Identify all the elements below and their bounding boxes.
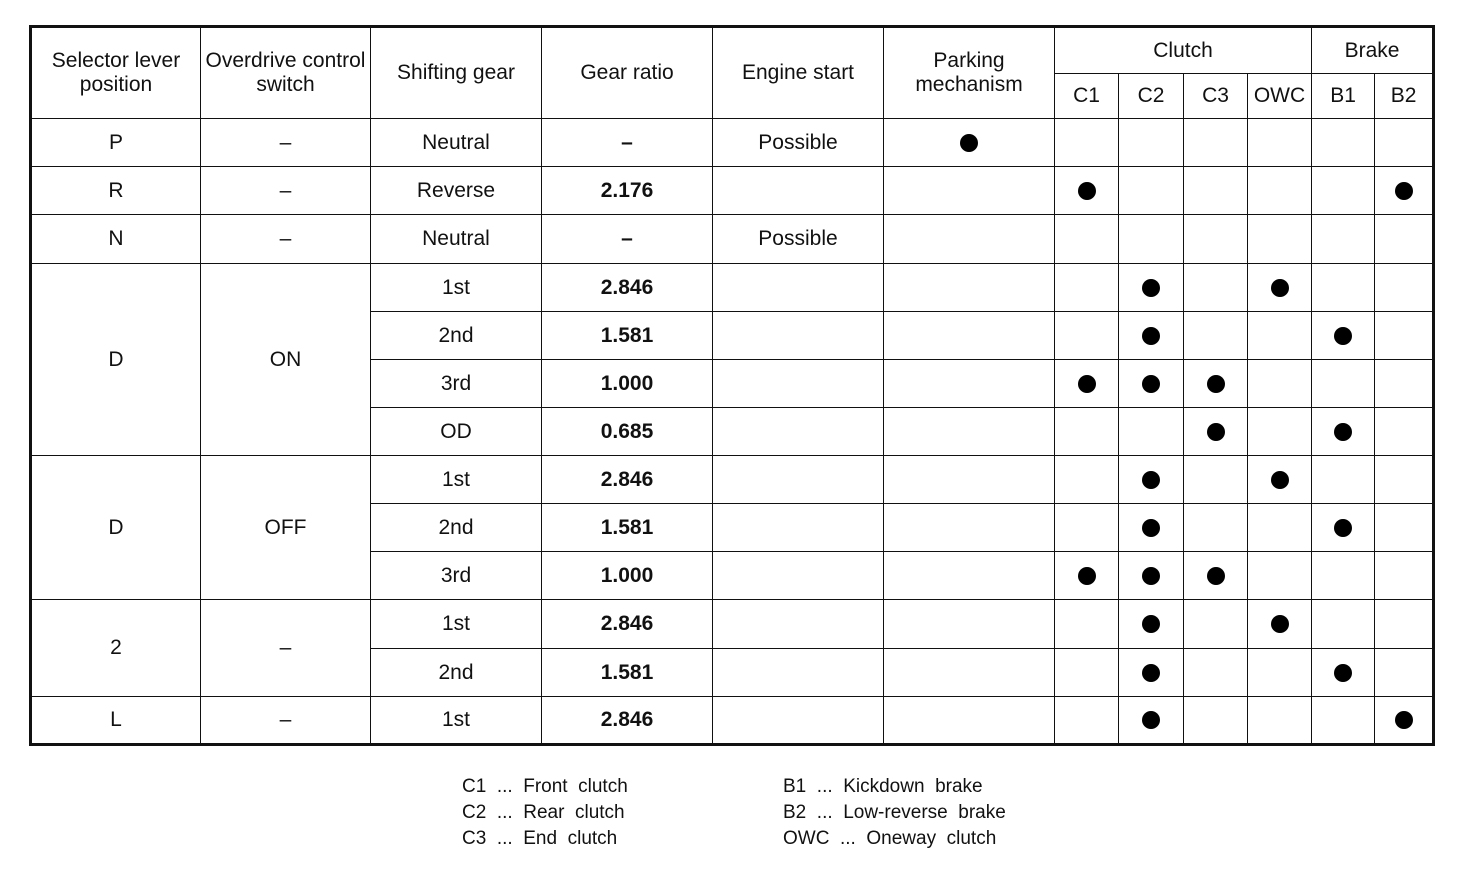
b1-cell [1312,408,1375,456]
header-owc: OWC [1248,74,1312,119]
table-row [31,600,1434,649]
c3-cell [1184,312,1248,360]
gear-ratio-cell: – [542,119,713,167]
overdrive-cell: – [201,697,371,745]
c2-cell [1119,215,1184,264]
c1-cell [1055,408,1119,456]
gear-ratio-cell: 2.846 [542,456,713,504]
engaged-dot-icon [960,134,978,152]
owc-cell [1248,264,1312,312]
c3-cell [1184,167,1248,215]
owc-cell [1248,504,1312,552]
c2-cell [1119,649,1184,697]
gear-ratio-cell: 1.581 [542,504,713,552]
engaged-dot-icon [1334,519,1352,537]
engine-start-cell [713,697,884,745]
c3-cell [1184,119,1248,167]
engaged-dot-icon [1142,567,1160,585]
legend-clutches [462,774,628,852]
header-engine-start: Engine start [713,27,884,119]
b1-cell [1312,360,1375,408]
header-selector: Selector lever position [31,27,201,119]
shifting-gear-cell: 1st [371,697,542,745]
selector-cell: P [31,119,201,167]
b1-cell [1312,456,1375,504]
engine-start-cell [713,408,884,456]
engaged-dot-icon [1207,375,1225,393]
shifting-gear-cell: 3rd [371,360,542,408]
engaged-dot-icon [1395,182,1413,200]
c1-cell [1055,649,1119,697]
c2-cell [1119,697,1184,745]
gear-ratio-cell: – [542,215,713,264]
c3-cell [1184,360,1248,408]
table-row [31,456,1434,504]
c3-cell [1184,408,1248,456]
header-gear-ratio: Gear ratio [542,27,713,119]
engaged-dot-icon [1334,327,1352,345]
b2-cell [1375,312,1434,360]
c3-cell [1184,600,1248,649]
legend-b1: B1 ... Kickdown brake [783,776,983,797]
parking-cell [884,456,1055,504]
owc-cell [1248,552,1312,600]
parking-cell [884,264,1055,312]
header-overdrive: Overdrive control switch [201,27,371,119]
header-clutch: Clutch [1055,27,1312,74]
engaged-dot-icon [1142,615,1160,633]
c3-cell [1184,215,1248,264]
owc-cell [1248,119,1312,167]
parking-cell [884,649,1055,697]
header-parking: Parking mechanism [884,27,1055,119]
table-row [31,215,1434,264]
c2-cell [1119,312,1184,360]
b2-cell [1375,504,1434,552]
parking-cell [884,167,1055,215]
gear-ratio-cell: 1.000 [542,360,713,408]
b1-cell [1312,167,1375,215]
c1-cell [1055,167,1119,215]
header-c1: C1 [1055,74,1119,119]
b1-cell [1312,600,1375,649]
b2-cell [1375,456,1434,504]
shifting-gear-cell: 1st [371,600,542,649]
b1-cell [1312,119,1375,167]
owc-cell [1248,312,1312,360]
c1-cell [1055,456,1119,504]
engaged-dot-icon [1142,711,1160,729]
gear-ratio-cell: 1.581 [542,312,713,360]
header-b2: B2 [1375,74,1434,119]
legend-c1: C1 ... Front clutch [462,776,628,797]
engaged-dot-icon [1142,519,1160,537]
overdrive-cell: ON [201,264,371,456]
table-row [31,697,1434,745]
engine-start-cell: Possible [713,119,884,167]
c2-cell [1119,408,1184,456]
parking-cell [884,697,1055,745]
shifting-gear-cell: 1st [371,264,542,312]
c1-cell [1055,600,1119,649]
c3-cell [1184,456,1248,504]
c2-cell [1119,167,1184,215]
engine-start-cell [713,504,884,552]
c1-cell [1055,504,1119,552]
b2-cell [1375,264,1434,312]
b1-cell [1312,264,1375,312]
c2-cell [1119,600,1184,649]
header-shifting-gear: Shifting gear [371,27,542,119]
gear-ratio-cell: 1.000 [542,552,713,600]
c1-cell [1055,312,1119,360]
header-c2: C2 [1119,74,1184,119]
parking-cell [884,408,1055,456]
engaged-dot-icon [1271,471,1289,489]
engine-start-cell [713,456,884,504]
header-row-1 [31,27,1434,74]
c2-cell [1119,360,1184,408]
overdrive-cell: – [201,119,371,167]
b1-cell [1312,649,1375,697]
owc-cell [1248,360,1312,408]
engine-start-cell [713,264,884,312]
c1-cell [1055,119,1119,167]
legend-c2: C2 ... Rear clutch [462,802,625,823]
parking-cell [884,360,1055,408]
shifting-gear-cell: 2nd [371,504,542,552]
b1-cell [1312,215,1375,264]
engaged-dot-icon [1395,711,1413,729]
gear-ratio-cell: 2.846 [542,697,713,745]
shifting-gear-cell: 1st [371,456,542,504]
owc-cell [1248,215,1312,264]
owc-cell [1248,697,1312,745]
c3-cell [1184,552,1248,600]
b2-cell [1375,552,1434,600]
engaged-dot-icon [1142,664,1160,682]
shifting-gear-cell: Neutral [371,119,542,167]
selector-cell: L [31,697,201,745]
shifting-gear-cell: OD [371,408,542,456]
engaged-dot-icon [1142,471,1160,489]
b2-cell [1375,697,1434,745]
engine-start-cell [713,649,884,697]
parking-cell [884,119,1055,167]
gear-ratio-cell: 2.846 [542,600,713,649]
gear-ratio-cell: 0.685 [542,408,713,456]
engaged-dot-icon [1334,664,1352,682]
shifting-gear-cell: Reverse [371,167,542,215]
selector-cell: N [31,215,201,264]
legend-c3: C3 ... End clutch [462,828,618,849]
engine-start-cell [713,600,884,649]
c1-cell [1055,697,1119,745]
parking-cell [884,504,1055,552]
legend-brakes [783,774,1006,852]
c3-cell [1184,697,1248,745]
selector-cell: D [31,264,201,456]
header-c3: C3 [1184,74,1248,119]
header-brake: Brake [1312,27,1434,74]
header-b1: B1 [1312,74,1375,119]
b1-cell [1312,552,1375,600]
engaged-dot-icon [1142,279,1160,297]
b2-cell [1375,215,1434,264]
c1-cell [1055,215,1119,264]
engaged-dot-icon [1078,375,1096,393]
table-row [31,167,1434,215]
engaged-dot-icon [1078,182,1096,200]
c2-cell [1119,264,1184,312]
b2-cell [1375,360,1434,408]
engaged-dot-icon [1207,423,1225,441]
c2-cell [1119,552,1184,600]
legend-owc: OWC ... Oneway clutch [783,828,997,849]
engine-start-cell [713,360,884,408]
shift-table-container [29,25,1435,746]
engine-start-cell [713,552,884,600]
engaged-dot-icon [1271,615,1289,633]
engaged-dot-icon [1142,327,1160,345]
shifting-gear-cell: 3rd [371,552,542,600]
b2-cell [1375,408,1434,456]
b2-cell [1375,119,1434,167]
parking-cell [884,600,1055,649]
gear-ratio-cell: 2.846 [542,264,713,312]
parking-cell [884,552,1055,600]
c3-cell [1184,264,1248,312]
table-row [31,119,1434,167]
table-body [31,119,1434,745]
shifting-gear-cell: Neutral [371,215,542,264]
engaged-dot-icon [1207,567,1225,585]
owc-cell [1248,167,1312,215]
b2-cell [1375,600,1434,649]
overdrive-cell: OFF [201,456,371,600]
engaged-dot-icon [1078,567,1096,585]
c3-cell [1184,649,1248,697]
c3-cell [1184,504,1248,552]
selector-cell: R [31,167,201,215]
owc-cell [1248,600,1312,649]
overdrive-cell: – [201,167,371,215]
c2-cell [1119,456,1184,504]
legend-b2: B2 ... Low-reverse brake [783,802,1006,823]
c1-cell [1055,360,1119,408]
gear-ratio-cell: 2.176 [542,167,713,215]
shifting-gear-cell: 2nd [371,312,542,360]
b2-cell [1375,167,1434,215]
shifting-gear-cell: 2nd [371,649,542,697]
engine-start-cell: Possible [713,215,884,264]
overdrive-cell: – [201,600,371,697]
owc-cell [1248,408,1312,456]
shift-element-table [29,25,1435,746]
c1-cell [1055,552,1119,600]
engaged-dot-icon [1271,279,1289,297]
selector-cell: 2 [31,600,201,697]
overdrive-cell: – [201,215,371,264]
engine-start-cell [713,312,884,360]
owc-cell [1248,649,1312,697]
selector-cell: D [31,456,201,600]
b1-cell [1312,697,1375,745]
c2-cell [1119,119,1184,167]
gear-ratio-cell: 1.581 [542,649,713,697]
engaged-dot-icon [1334,423,1352,441]
parking-cell [884,215,1055,264]
engaged-dot-icon [1142,375,1160,393]
c1-cell [1055,264,1119,312]
owc-cell [1248,456,1312,504]
table-row [31,264,1434,312]
b1-cell [1312,504,1375,552]
c2-cell [1119,504,1184,552]
parking-cell [884,312,1055,360]
engine-start-cell [713,167,884,215]
b2-cell [1375,649,1434,697]
b1-cell [1312,312,1375,360]
